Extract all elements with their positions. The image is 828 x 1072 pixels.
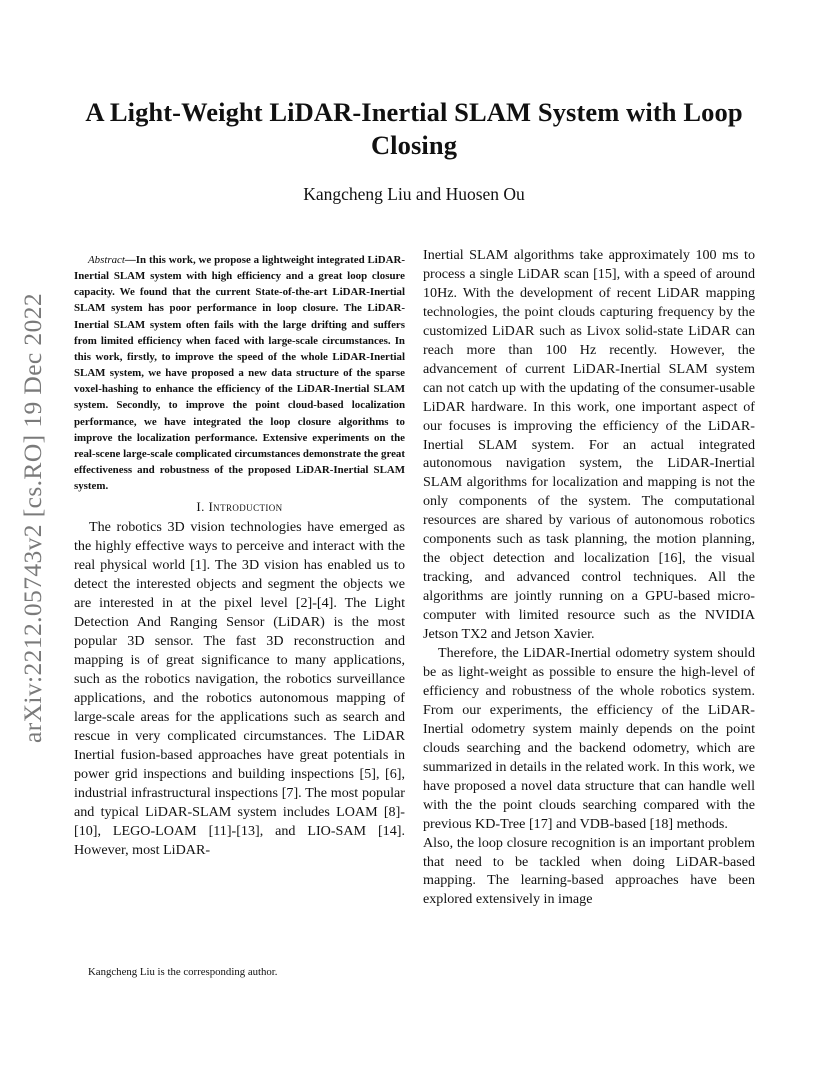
paper-authors: Kangcheng Liu and Huosen Ou: [303, 184, 525, 204]
section-title: Introduction: [208, 499, 283, 515]
arxiv-identifier: arXiv:2212.05743v2 [cs.RO] 19 Dec 2022: [18, 292, 47, 744]
abstract-dash: —: [124, 254, 136, 266]
intro-paragraph-3: Also, the loop closure recognition is an important problem that need to be tackled when doing LiDAR-based mapping. The learning-based approaches have been explored extensively in image: [423, 834, 755, 908]
abstract-text: In this work, we propose a lightweight integrated LiDAR-Inertial SLAM system with high efficiency and a great loop closure capacity. We found that the current State-of-the-art LiDAR-Inertial SLAM system has poor performance in loop closure. The LiDAR-Inertial SLAM system often fails with the large drifting and suffers from limited efficiency when faced with large-scale circumstances. In this work, firstly, to improve the speed of the whole LiDAR-Inertial SLAM system, we have proposed a new data structure of the sparse voxel-hashing to enhance the efficiency of the LiDAR-Inertial SLAM system. Secondly, to improve the point cloud-based localization performance, we have integrated the loop closure algorithms to improve the localization performance. Extensive experiments on the real-scene large-scale complicated circumstances demonstrate the great effectiveness and robustness of the proposed LiDAR-Inertial SLAM system.: [74, 254, 405, 493]
intro-paragraph-1-continued: Inertial SLAM algorithms take approximately 100 ms to process a single LiDAR scan [15], with a speed of around 10Hz. With the development of recent LiDAR mapping technologies, the point clouds capturing frequency by the customized LiDAR such as Livox solid-state LiDAR can reach more than 100 Hz recently. However, the advancement of current LiDAR-Inertial SLAM system can not catch up with the updating of the consumer-usable LiDAR hardware. In this work, one important aspect of our focuses is improving the efficiency of the LiDAR-Inertial SLAM system. For an actual integrated autonomous navigation system, the LiDAR-Inertial SLAM algorithms for localization and mapping is not the only components of the system. The computational resources are shared by various of autonomous robotics components such as task planning, the motion planning, the object detection and localization [16], the visual tracking, and advanced control techniques. All the algorithms are jointly running on a GPU-based micro-computer with limited resource such as the NVIDIA Jetson TX2 and Jetson Xavier.: [423, 247, 755, 643]
right-column: [423, 246, 755, 909]
footnote: Kangcheng Liu is the corresponding author.: [88, 966, 278, 978]
abstract: [74, 252, 405, 494]
left-column: [74, 252, 405, 860]
arxiv-sidebar: [16, 283, 50, 753]
paper-title: A Light-Weight LiDAR-Inertial SLAM System with Loop Closing: [85, 97, 743, 160]
intro-paragraph-2: Therefore, the LiDAR-Inertial odometry system should be as light-weight as possible to ensure the high-level of efficiency and robustness of the whole robotics system. From our experiments, the efficiency of the LiDAR-Inertial odometry system mainly depends on the point clouds searching and the backend odometry, which are summarized in details in the related work. In this work, we have proposed a novel data structure that can handle well with the the point clouds searching compared with the previous KD-Tree [17] and VDB-based [18] methods.: [423, 645, 755, 832]
abstract-label: Abstract: [88, 254, 125, 266]
intro-paragraph-1: The robotics 3D vision technologies have emerged as the highly effective ways to perceive and interact with the real physical world [1]. The 3D vision has enabled us to detect the interested objects and segment the objects we are interested in at the pixel level [2]-[4]. The Light Detection And Ranging Sensor (LiDAR) is the most popular 3D sensor. The fast 3D reconstruction and mapping is of great significance to many applications, such as the robotics navigation, the robotics surveillance applications, and the robotics autonomous mapping of large-scale areas for the applications such as search and rescue in very complicated circumstances. The LiDAR Inertial fusion-based approaches have great potentials in power grid inspections and building inspections [5], [6], industrial infrastructural inspections [7]. The most popular and typical LiDAR-SLAM system includes LOAM [8]-[10], LEGO-LOAM [11]-[13], and LIO-SAM [14]. However, most LiDAR-: [74, 519, 405, 858]
section-number: I.: [196, 499, 205, 515]
section-heading-introduction: [74, 499, 405, 515]
